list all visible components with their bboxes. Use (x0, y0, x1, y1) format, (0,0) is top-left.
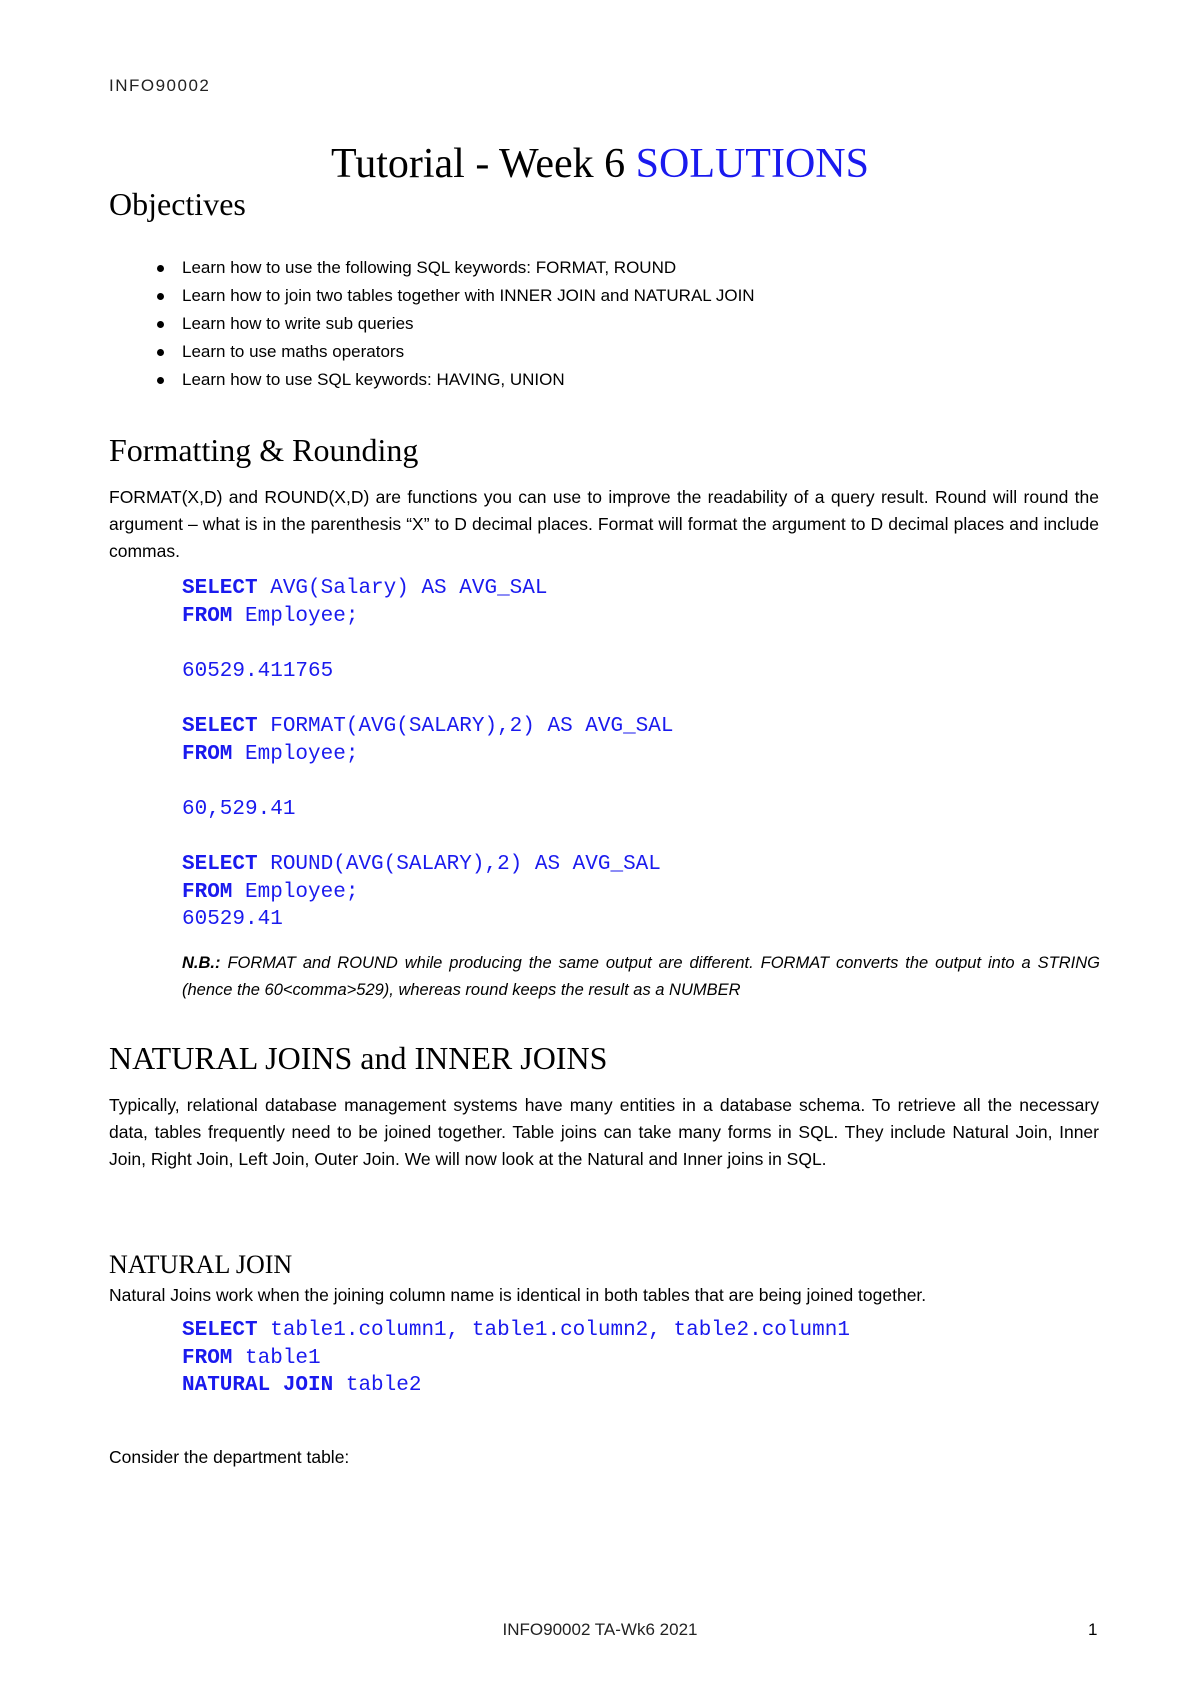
formatting-heading: Formatting & Rounding (109, 432, 419, 468)
sql-keyword: SELECT (182, 853, 258, 876)
sql-keyword: NATURAL JOIN (182, 1374, 334, 1397)
sql-keyword: FROM (182, 880, 233, 904)
sql-text: table2 (333, 1374, 422, 1397)
title-main: Tutorial - Week 6 (331, 141, 636, 187)
page-number: 1 (1088, 1620, 1098, 1639)
query-result: 60,529.41 (182, 797, 296, 821)
sql-text: table1.column1, table1.column2, table2.column1 (257, 1319, 850, 1342)
code-block-natural-join (182, 1317, 850, 1400)
code-block-format (182, 713, 674, 823)
sql-text: Employee; (232, 880, 359, 904)
sql-keyword: SELECT (182, 577, 258, 600)
formatting-intro: FORMAT(X,D) and ROUND(X,D) are functions you can use to improve the readability of a query result. Round will round the argument – what is in the parenthesis “X” to D decimal places. Format will format the argument to D decimal places and include commas. (109, 487, 1099, 561)
code-block-round (182, 851, 661, 934)
objectives-heading: Objectives (109, 186, 246, 222)
note-label: N.B.: (182, 954, 221, 972)
list-item: Learn how to use SQL keywords: HAVING, UNION (150, 366, 755, 394)
sql-text: Employee; (232, 742, 359, 766)
code-block-avg (182, 575, 547, 685)
sql-text: Employee; (232, 604, 359, 628)
query-result: 60529.41 (182, 908, 283, 931)
list-item: Learn how to join two tables together with INNER JOIN and NATURAL JOIN (150, 282, 755, 310)
joins-heading: NATURAL JOINS and INNER JOINS (109, 1040, 608, 1076)
sql-text: ROUND(AVG(SALARY),2) AS AVG_SAL (257, 853, 661, 876)
sql-text: AVG(Salary) AS AVG_SAL (257, 577, 548, 600)
note-text: FORMAT and ROUND while producing the same output are different. FORMAT converts the output into a STRING (hence the 60<comma>529), whereas round keeps the result as a NUMBER (182, 954, 1100, 999)
list-item: Learn how to use the following SQL keywords: FORMAT, ROUND (150, 254, 755, 282)
list-item: Learn how to write sub queries (150, 310, 755, 338)
sql-text: table1 (232, 1346, 321, 1370)
sql-keyword: SELECT (182, 715, 258, 738)
header-course-code: INFO90002 (109, 76, 211, 95)
consider-text: Consider the department table: (109, 1447, 350, 1467)
page-title (0, 140, 1200, 188)
sql-keyword: FROM (182, 604, 233, 628)
natural-join-heading: NATURAL JOIN (109, 1250, 293, 1279)
natural-join-text: Natural Joins work when the joining column name is identical in both tables that are being joined together. (109, 1285, 927, 1305)
sql-keyword: FROM (182, 1346, 233, 1370)
joins-intro: Typically, relational database management systems have many entities in a database schema. To retrieve all the necessary data, tables frequently need to be joined together. Table joins can take many forms in SQL. They include Natural Join, Inner Join, Right Join, Left Join, Outer Join. We will now look at the Natural and Inner joins in SQL. (109, 1095, 1099, 1169)
sql-keyword: FROM (182, 742, 233, 766)
sql-text: FORMAT(AVG(SALARY),2) AS AVG_SAL (257, 715, 674, 738)
note-paragraph (182, 950, 1100, 1004)
footer-text: INFO90002 TA-Wk6 2021 (502, 1620, 698, 1639)
query-result: 60529.411765 (182, 659, 334, 683)
objectives-list (150, 254, 755, 394)
list-item: Learn to use maths operators (150, 338, 755, 366)
sql-keyword: SELECT (182, 1319, 258, 1342)
title-accent: SOLUTIONS (635, 141, 869, 187)
